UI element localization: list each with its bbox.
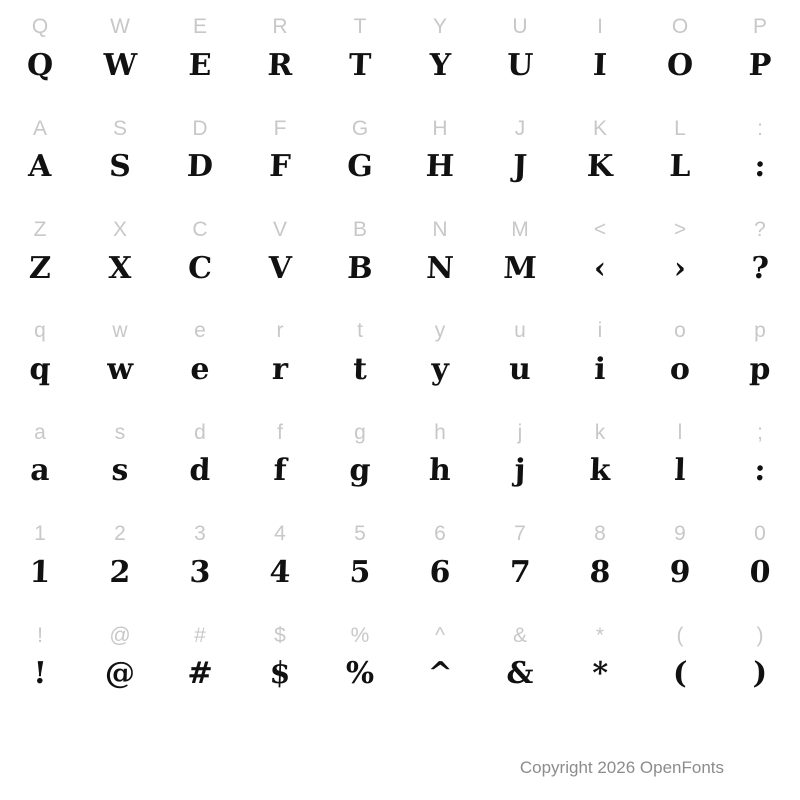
glyph-sample: 1 bbox=[28, 554, 52, 590]
glyph-sample: ? bbox=[750, 250, 770, 286]
key-label: d bbox=[194, 420, 206, 444]
glyph-sample: J bbox=[512, 149, 528, 185]
key-label: r bbox=[276, 319, 284, 343]
glyph-sample: ( bbox=[672, 656, 688, 692]
glyph-sample: F bbox=[268, 149, 292, 185]
key-label: # bbox=[194, 623, 206, 647]
glyph-sample: k bbox=[589, 453, 612, 489]
key-label: e bbox=[194, 319, 206, 343]
key-label: R bbox=[272, 15, 288, 39]
key-label: X bbox=[112, 218, 127, 242]
key-label: : bbox=[757, 116, 763, 140]
glyph-sample: l bbox=[673, 453, 687, 489]
key-label: F bbox=[273, 116, 287, 140]
glyph-sample: V bbox=[267, 250, 293, 286]
key-label: K bbox=[592, 116, 607, 140]
key-label: * bbox=[595, 623, 605, 647]
glyph-sample: L bbox=[668, 149, 692, 185]
key-label: < bbox=[593, 218, 607, 242]
key-label: 1 bbox=[34, 522, 46, 546]
key-label: J bbox=[514, 116, 526, 140]
glyph-sample: * bbox=[591, 656, 609, 692]
glyph-sample: a bbox=[29, 453, 51, 489]
glyph-sample: g bbox=[348, 453, 372, 489]
key-label: & bbox=[512, 623, 527, 647]
glyph-sample: 0 bbox=[748, 554, 772, 590]
glyph-sample: 2 bbox=[108, 554, 132, 590]
character-row-group bbox=[0, 304, 800, 405]
key-label: 5 bbox=[354, 522, 366, 546]
key-label: P bbox=[752, 15, 767, 39]
key-label: ? bbox=[754, 218, 766, 242]
glyph-sample: I bbox=[592, 47, 608, 83]
glyph-sample: G bbox=[346, 149, 374, 185]
glyph-row bbox=[0, 549, 800, 597]
glyph-sample: q bbox=[28, 351, 52, 387]
glyph-sample: 6 bbox=[428, 554, 452, 590]
key-label-row bbox=[0, 113, 800, 143]
key-label: g bbox=[354, 420, 366, 444]
key-label-row bbox=[0, 519, 800, 549]
key-label: p bbox=[754, 319, 766, 343]
key-label: h bbox=[434, 420, 446, 444]
glyph-sample: : bbox=[753, 453, 767, 489]
glyph-sample: u bbox=[508, 351, 532, 387]
key-label: 2 bbox=[114, 522, 126, 546]
key-label: L bbox=[674, 116, 686, 140]
key-label: Z bbox=[33, 218, 47, 242]
glyph-sample: 5 bbox=[348, 554, 372, 590]
glyph-sample: p bbox=[748, 351, 772, 387]
key-label-row bbox=[0, 417, 800, 447]
key-label: ; bbox=[757, 420, 763, 444]
glyph-sample: B bbox=[346, 250, 374, 286]
key-label: $ bbox=[274, 623, 286, 647]
glyph-sample: › bbox=[673, 250, 687, 286]
key-label: 6 bbox=[434, 522, 446, 546]
key-label: V bbox=[272, 218, 287, 242]
key-label: H bbox=[432, 116, 448, 140]
key-label: G bbox=[351, 116, 369, 140]
key-label: T bbox=[353, 15, 367, 39]
glyph-row bbox=[0, 245, 800, 293]
glyph-row bbox=[0, 143, 800, 191]
glyph-sample: P bbox=[748, 47, 772, 83]
character-row-group bbox=[0, 507, 800, 608]
glyph-sample: d bbox=[188, 453, 212, 489]
glyph-row bbox=[0, 650, 800, 698]
glyph-sample: i bbox=[593, 351, 607, 387]
key-label: y bbox=[434, 319, 446, 343]
character-row-group bbox=[0, 101, 800, 202]
key-label: N bbox=[432, 218, 448, 242]
glyph-sample: ) bbox=[752, 656, 768, 692]
key-label: I bbox=[597, 15, 603, 39]
character-row-group bbox=[0, 609, 800, 710]
key-label: ( bbox=[676, 623, 684, 647]
key-label: o bbox=[674, 319, 686, 343]
key-label: @ bbox=[109, 623, 131, 647]
glyph-sample: E bbox=[187, 47, 213, 83]
glyph-sample: H bbox=[425, 149, 455, 185]
key-label: W bbox=[110, 15, 130, 39]
key-label: i bbox=[597, 319, 603, 343]
key-label: S bbox=[112, 116, 127, 140]
glyph-sample: 7 bbox=[508, 554, 532, 590]
key-label: % bbox=[350, 623, 370, 647]
key-label: u bbox=[514, 319, 526, 343]
glyph-sample: K bbox=[586, 149, 614, 185]
glyph-sample: ‹ bbox=[593, 250, 607, 286]
key-label: j bbox=[517, 420, 523, 444]
key-label: 8 bbox=[594, 522, 606, 546]
key-label: s bbox=[114, 420, 126, 444]
glyph-sample: t bbox=[352, 351, 368, 387]
glyph-sample: : bbox=[753, 149, 767, 185]
key-label: C bbox=[192, 218, 208, 242]
glyph-sample: s bbox=[110, 453, 130, 489]
key-label: q bbox=[34, 319, 46, 343]
key-label: U bbox=[512, 15, 528, 39]
glyph-sample: ^ bbox=[426, 656, 454, 692]
glyph-sample: 3 bbox=[188, 554, 212, 590]
key-label: a bbox=[34, 420, 46, 444]
copyright-notice: Copyright 2026 OpenFonts bbox=[519, 758, 724, 777]
key-label: E bbox=[192, 15, 207, 39]
key-label-row bbox=[0, 620, 800, 650]
key-label: O bbox=[671, 15, 689, 39]
glyph-row bbox=[0, 346, 800, 394]
key-label: > bbox=[673, 218, 687, 242]
key-label: A bbox=[32, 116, 47, 140]
glyph-sample: M bbox=[502, 250, 538, 286]
key-label: 7 bbox=[514, 522, 526, 546]
character-row-group bbox=[0, 406, 800, 507]
key-label: Q bbox=[31, 15, 49, 39]
glyph-sample: f bbox=[272, 453, 288, 489]
key-label: D bbox=[192, 116, 208, 140]
glyph-sample: 8 bbox=[588, 554, 612, 590]
glyph-sample: R bbox=[266, 47, 294, 83]
key-label-row bbox=[0, 12, 800, 42]
character-row-group bbox=[0, 0, 800, 101]
key-label: 3 bbox=[194, 522, 206, 546]
key-label: 9 bbox=[674, 522, 686, 546]
key-label: w bbox=[112, 319, 128, 343]
key-label: Y bbox=[432, 15, 447, 39]
key-label: ^ bbox=[435, 623, 445, 647]
key-label: 0 bbox=[754, 522, 766, 546]
glyph-sample: Q bbox=[26, 47, 54, 83]
glyph-sample: 9 bbox=[668, 554, 692, 590]
glyph-sample: w bbox=[106, 351, 134, 387]
glyph-sample: W bbox=[102, 47, 138, 83]
glyph-sample: r bbox=[271, 351, 289, 387]
glyph-sample: y bbox=[430, 351, 450, 387]
key-label: B bbox=[352, 218, 367, 242]
glyph-row bbox=[0, 42, 800, 90]
glyph-sample: O bbox=[666, 47, 694, 83]
glyph-sample: 4 bbox=[268, 554, 292, 590]
glyph-sample: C bbox=[187, 250, 213, 286]
key-label: M bbox=[511, 218, 529, 242]
glyph-sample: e bbox=[189, 351, 211, 387]
glyph-sample: % bbox=[345, 656, 375, 692]
glyph-sample: S bbox=[108, 149, 132, 185]
key-label: ) bbox=[756, 623, 764, 647]
glyph-sample: j bbox=[513, 453, 527, 489]
key-label: ! bbox=[37, 623, 43, 647]
glyph-row bbox=[0, 447, 800, 495]
glyph-sample: T bbox=[348, 47, 372, 83]
glyph-sample: Z bbox=[28, 250, 52, 286]
glyph-sample: o bbox=[669, 351, 691, 387]
glyph-sample: & bbox=[505, 656, 535, 692]
key-label: t bbox=[357, 319, 363, 343]
glyph-sample: h bbox=[428, 453, 452, 489]
key-label: l bbox=[677, 420, 683, 444]
key-label: k bbox=[594, 420, 606, 444]
glyph-sample: U bbox=[506, 47, 534, 83]
glyph-sample: N bbox=[425, 250, 455, 286]
glyph-sample: A bbox=[27, 149, 53, 185]
key-label: 4 bbox=[274, 522, 286, 546]
glyph-sample: $ bbox=[268, 656, 292, 692]
key-label: f bbox=[277, 420, 283, 444]
glyph-sample: # bbox=[186, 656, 214, 692]
glyph-sample: X bbox=[107, 250, 133, 286]
glyph-sample: D bbox=[186, 149, 214, 185]
glyph-sample: ! bbox=[32, 656, 48, 692]
character-row-group bbox=[0, 203, 800, 304]
key-label-row bbox=[0, 316, 800, 346]
key-label-row bbox=[0, 215, 800, 245]
glyph-sample: @ bbox=[104, 656, 136, 692]
glyph-sample: Y bbox=[428, 47, 452, 83]
